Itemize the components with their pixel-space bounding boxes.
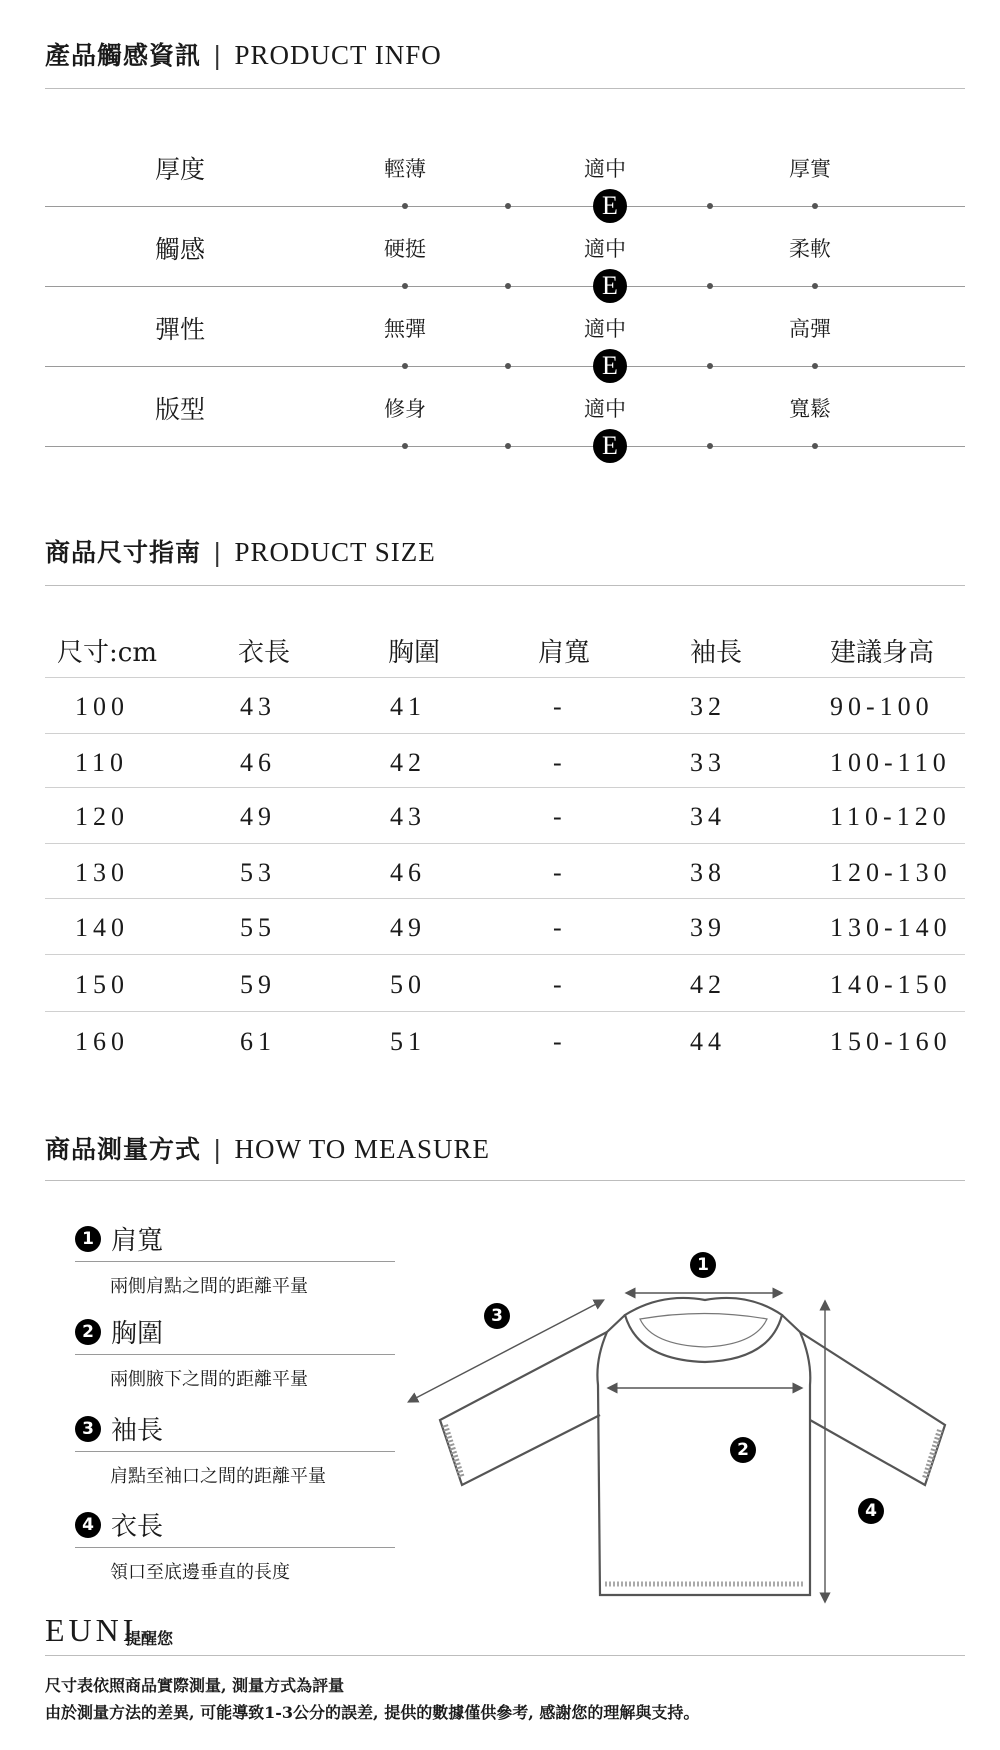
measure-item-title: 袖長 — [111, 1416, 164, 1446]
table-cell: 51 — [390, 1027, 426, 1056]
title-separator: | — [213, 41, 223, 70]
measure-item-divider — [75, 1547, 395, 1548]
measure-item-desc: 兩側肩點之間的距離平量 — [110, 1276, 308, 1297]
table-cell: 53 — [240, 858, 276, 887]
scale-label: 厚度 — [155, 155, 206, 184]
info-title-divider — [45, 88, 965, 89]
table-cell: 46 — [240, 748, 276, 777]
scale-dot — [402, 203, 408, 209]
scale-dot — [505, 203, 511, 209]
table-header-cell: 衣長 — [238, 638, 291, 668]
info-section-title — [45, 36, 442, 72]
table-cell: 42 — [690, 970, 726, 999]
scale-dot — [707, 203, 713, 209]
scale-level-text: 適中 — [584, 397, 626, 421]
table-row-divider — [45, 677, 965, 678]
diagram-badge-3: 3 — [484, 1303, 510, 1329]
measure-item-chest — [75, 1313, 395, 1350]
table-cell: - — [553, 748, 567, 777]
scale-level-text: 適中 — [584, 157, 626, 181]
measure-item-divider — [75, 1451, 395, 1452]
selected-level-marker: E — [593, 429, 627, 463]
table-cell: 49 — [240, 802, 276, 831]
measure-item-desc: 領口至底邊垂直的長度 — [110, 1562, 290, 1583]
measure-item-desc: 肩點至袖口之間的距離平量 — [110, 1466, 326, 1487]
scale-dot — [505, 283, 511, 289]
table-cell: 100-110 — [830, 748, 951, 777]
selected-level-marker: E — [593, 189, 627, 223]
title-separator: | — [213, 1135, 223, 1164]
table-cell: 150-160 — [830, 1027, 952, 1056]
number-badge: 4 — [75, 1512, 101, 1538]
scale-dot — [812, 203, 818, 209]
diagram-badge-2: 2 — [730, 1437, 756, 1463]
brand-reminder: 提醒您 — [125, 1629, 174, 1648]
scale-label: 彈性 — [155, 315, 206, 344]
table-cell: - — [553, 913, 567, 942]
number-badge: 2 — [75, 1319, 101, 1345]
measure-item-title: 衣長 — [111, 1512, 164, 1542]
table-row-divider — [45, 954, 965, 955]
measure-item-sleeve — [75, 1410, 395, 1447]
measure-item-desc: 兩側腋下之間的距離平量 — [110, 1369, 308, 1390]
table-cell: 120 — [75, 802, 129, 831]
measure-title-divider — [45, 1180, 965, 1181]
size-title-zh: 商品尺寸指南 — [45, 538, 202, 567]
scale-dot — [707, 283, 713, 289]
number-badge: 3 — [75, 1416, 101, 1442]
table-cell: 49 — [390, 913, 426, 942]
table-header-cell: 建議身高 — [830, 638, 935, 668]
brand-logo: EUNI — [45, 1612, 138, 1648]
table-cell: 110-120 — [830, 802, 951, 831]
table-cell: 90-100 — [830, 692, 934, 721]
scale-level-text: 適中 — [584, 317, 626, 341]
table-cell: 150 — [75, 970, 129, 999]
table-cell: 44 — [690, 1027, 726, 1056]
scale-dot — [812, 443, 818, 449]
table-cell: 43 — [240, 692, 276, 721]
scale-level-text: 柔軟 — [789, 237, 831, 261]
table-cell: 100 — [75, 692, 129, 721]
scale-level-text: 適中 — [584, 237, 626, 261]
footer-note-1: 尺寸表依照商品實際測量, 測量方式為評量 — [45, 1676, 345, 1695]
scale-level-text: 無彈 — [384, 317, 426, 341]
table-row-divider — [45, 733, 965, 734]
scale-level-text: 高彈 — [789, 317, 831, 341]
table-cell: 59 — [240, 970, 276, 999]
measure-title-zh: 商品測量方式 — [45, 1135, 202, 1164]
scale-dot — [402, 363, 408, 369]
measure-section-title — [45, 1130, 490, 1166]
table-header-cell: 胸圍 — [388, 638, 441, 668]
shirt-left-sleeve — [440, 1332, 607, 1485]
table-header-cell: 尺寸:cm — [57, 638, 157, 668]
table-cell: - — [553, 802, 567, 831]
scale-dot — [402, 443, 408, 449]
table-cell: 160 — [75, 1027, 129, 1056]
table-row-divider — [45, 843, 965, 844]
table-cell: 41 — [390, 692, 426, 721]
table-row-divider — [45, 787, 965, 788]
measure-item-shoulder — [75, 1220, 395, 1257]
info-title-en: PRODUCT INFO — [234, 40, 442, 70]
size-title-divider — [45, 585, 965, 586]
info-title-zh: 產品觸感資訊 — [45, 41, 202, 70]
scale-dot — [707, 443, 713, 449]
table-cell: - — [553, 858, 567, 887]
table-row-divider — [45, 898, 965, 899]
number-badge: 1 — [75, 1226, 101, 1252]
table-cell: - — [553, 1027, 567, 1056]
table-cell: 120-130 — [830, 858, 952, 887]
size-section-title — [45, 533, 436, 569]
table-cell: 140-150 — [830, 970, 952, 999]
table-cell: 140 — [75, 913, 129, 942]
scale-level-text: 硬挺 — [384, 237, 426, 261]
table-cell: 61 — [240, 1027, 276, 1056]
selected-level-marker: E — [593, 349, 627, 383]
scale-level-text: 寬鬆 — [789, 397, 831, 421]
garment-diagram — [400, 1220, 980, 1610]
table-cell: 130-140 — [830, 913, 952, 942]
diagram-badge-1: 1 — [690, 1252, 716, 1278]
scale-label: 觸感 — [155, 235, 206, 264]
measure-item-length — [75, 1506, 395, 1543]
table-cell: 42 — [390, 748, 426, 777]
table-cell: 46 — [390, 858, 426, 887]
table-cell: 38 — [690, 858, 726, 887]
measure-item-divider — [75, 1354, 395, 1355]
scale-label: 版型 — [155, 395, 206, 424]
table-cell: 55 — [240, 913, 276, 942]
title-separator: | — [213, 538, 223, 567]
measure-title-en: HOW TO MEASURE — [234, 1134, 490, 1164]
scale-level-text: 修身 — [384, 397, 426, 421]
scale-level-text: 厚實 — [789, 157, 831, 181]
size-title-en: PRODUCT SIZE — [234, 537, 436, 567]
table-cell: - — [553, 970, 567, 999]
scale-dot — [812, 363, 818, 369]
table-row-divider — [45, 1011, 965, 1012]
footer-note-2: 由於測量方法的差異, 可能導致1-3公分的誤差, 提供的數據僅供參考, 感謝您的理解與支持。 — [45, 1703, 700, 1722]
table-cell: - — [553, 692, 567, 721]
scale-dot — [505, 443, 511, 449]
table-cell: 32 — [690, 692, 726, 721]
selected-level-marker: E — [593, 269, 627, 303]
scale-dot — [505, 363, 511, 369]
shirt-right-sleeve — [800, 1332, 945, 1485]
scale-dot — [402, 283, 408, 289]
table-header-cell: 袖長 — [690, 638, 743, 668]
footer-divider — [45, 1655, 965, 1656]
scale-dot — [812, 283, 818, 289]
table-cell: 43 — [390, 802, 426, 831]
measure-item-title: 肩寬 — [111, 1226, 164, 1256]
scale-level-text: 輕薄 — [384, 157, 426, 181]
table-header-cell: 肩寬 — [538, 638, 591, 668]
table-cell: 110 — [75, 748, 129, 777]
measure-item-divider — [75, 1261, 395, 1262]
table-cell: 130 — [75, 858, 129, 887]
measure-item-title: 胸圍 — [111, 1319, 164, 1349]
table-cell: 34 — [690, 802, 726, 831]
diagram-badge-4: 4 — [858, 1498, 884, 1524]
right-cuff — [925, 1430, 940, 1478]
table-cell: 50 — [390, 970, 426, 999]
scale-dot — [707, 363, 713, 369]
table-cell: 39 — [690, 913, 726, 942]
left-cuff — [445, 1425, 462, 1478]
table-cell: 33 — [690, 748, 726, 777]
